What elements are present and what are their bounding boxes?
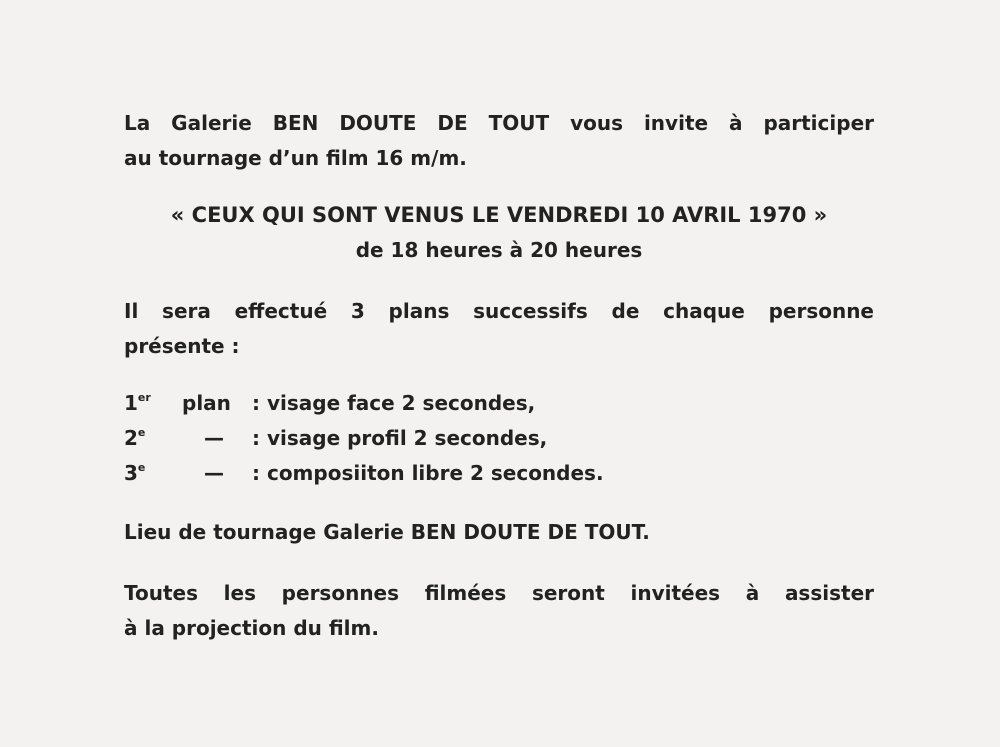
plan-dash: — bbox=[204, 461, 224, 485]
plan-ordinal: e bbox=[137, 426, 146, 439]
plan-row bbox=[124, 386, 874, 421]
closing-line-2: à la projection du film. bbox=[124, 616, 379, 640]
plan-ordinal: e bbox=[137, 461, 146, 474]
location-paragraph bbox=[124, 515, 874, 550]
plan-number: 1 bbox=[124, 391, 138, 415]
plan-dash: — bbox=[204, 426, 224, 450]
closing-paragraph bbox=[124, 576, 874, 646]
plan-description: : composiiton libre 2 secondes. bbox=[252, 461, 604, 485]
film-hours: de 18 heures à 20 heures bbox=[355, 238, 643, 262]
closing-line-1: Toutes les personnes filmées seront invitées à assister bbox=[124, 581, 874, 605]
plan-row bbox=[124, 421, 874, 456]
plan-description: : visage face 2 secondes, bbox=[252, 391, 536, 415]
film-title: « CEUX QUI SONT VENUS LE VENDREDI 10 AVRIL 1970 » bbox=[170, 203, 828, 227]
intro-paragraph bbox=[124, 106, 874, 176]
plan-description: : visage profil 2 secondes, bbox=[252, 426, 548, 450]
title-block bbox=[124, 198, 874, 268]
plans-intro-paragraph bbox=[124, 294, 874, 364]
plan-ordinal: er bbox=[137, 391, 151, 404]
intro-line-2: au tournage d’un film 16 m/m. bbox=[124, 146, 467, 170]
plans-list bbox=[124, 386, 874, 491]
plan-row bbox=[124, 456, 874, 491]
intro-line-1: La Galerie BEN DOUTE DE TOUT vous invite à participer bbox=[124, 111, 874, 135]
plans-intro-line-2: présente : bbox=[124, 334, 240, 358]
plans-intro-line-1: Il sera effectué 3 plans successifs de chaque personne bbox=[124, 299, 874, 323]
plan-number: 3 bbox=[124, 461, 138, 485]
plan-label: plan bbox=[182, 391, 231, 415]
plan-number: 2 bbox=[124, 426, 138, 450]
location-line: Lieu de tournage Galerie BEN DOUTE DE TOUT. bbox=[124, 520, 650, 544]
